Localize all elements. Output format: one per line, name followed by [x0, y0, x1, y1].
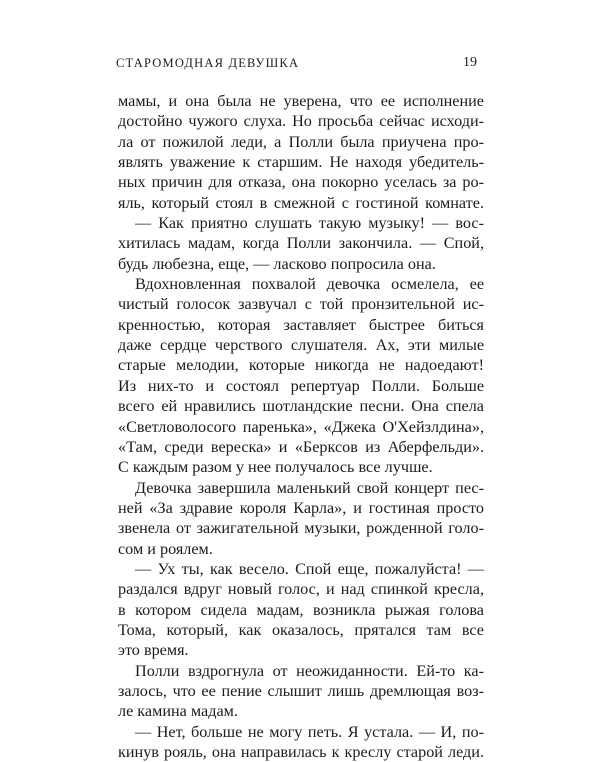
text-line: даже сердце черствого слушателя. Ах, эти милые: [118, 336, 484, 355]
text-line: Тома, который, как оказалось, прятался там все: [118, 620, 484, 639]
text-line: являть уважение к старшим. Не находя убедитель-: [118, 153, 484, 172]
text-line: это время.: [118, 641, 189, 660]
text-line: — Нет, больше не могу петь. Я устала. — И, по-: [135, 722, 484, 741]
page-header: [0, 0, 600, 90]
text-line: в котором сидела мадам, возникла рыжая голова: [118, 600, 484, 619]
text-line: старые мелодии, которые никогда не надоедают!: [118, 356, 484, 375]
text-line: ней «За здравие короля Карла», и гостиная просто: [118, 498, 484, 517]
text-line: всего ей нравились шотландские песни. Она спела: [118, 397, 484, 416]
text-line: кинув рояль, она направилась к креслу старой леди.: [118, 743, 484, 761]
page-number: 19: [463, 55, 477, 70]
text-line: Девочка завершила маленький свой концерт пес-: [135, 478, 484, 497]
text-line: Полли вздрогнула от неожиданности. Ей-то ка-: [135, 661, 484, 680]
text-line: «Светловолосого паренька», «Джека О'Хейзлдина»,: [118, 417, 484, 436]
text-line: будь любезна, еще, — ласково попросила она.: [118, 254, 436, 273]
text-line: раздался вдруг новый голос, и над спинкой кресла,: [118, 580, 484, 599]
running-title: СТАРОМОДНАЯ ДЕВУШКА: [116, 56, 300, 70]
text-line: ле камина мадам.: [118, 702, 238, 721]
text-line: достойно чужого слуха. Но просьба сейчас исходи-: [118, 112, 484, 131]
text-line: залось, что ее пение слышит лишь дремлющая воз-: [118, 681, 484, 700]
text-line: С каждым разом у нее получалось все лучше.: [118, 458, 433, 477]
text-line: хитилась мадам, когда Полли закончила. — Спой,: [118, 234, 484, 253]
text-line: — Как приятно слушать такую музыку! — вос-: [135, 214, 484, 233]
text-line: чистый голосок зазвучал с той пронзительной ис-: [118, 295, 484, 314]
text-line: Вдохновленная похвалой девочка осмелела, ее: [135, 275, 484, 294]
text-line: сом и роялем.: [118, 539, 213, 558]
text-line: «Там, среди вереска» и «Берксов из Аберфельди».: [118, 437, 484, 456]
body-text: [118, 91, 484, 762]
text-line: яль, который стоял в смежной с гостиной комнате.: [118, 193, 484, 212]
text-line: звенела от зажигательной музыки, рожденной голо-: [118, 519, 484, 538]
text-line: ла от пожилой леди, а Полли была приучена про-: [118, 132, 484, 151]
text-line: кренностью, которая заставляет быстрее биться: [118, 315, 484, 334]
text-line: Из них-то и состоял репертуар Полли. Больше: [118, 376, 484, 395]
text-line: мамы, и она была не уверена, что ее исполнение: [118, 92, 484, 110]
text-line: ных причин для отказа, она покорно уселась за ро-: [118, 173, 484, 192]
text-line: — Ух ты, как весело. Спой еще, пожалуйста! —: [135, 559, 484, 578]
